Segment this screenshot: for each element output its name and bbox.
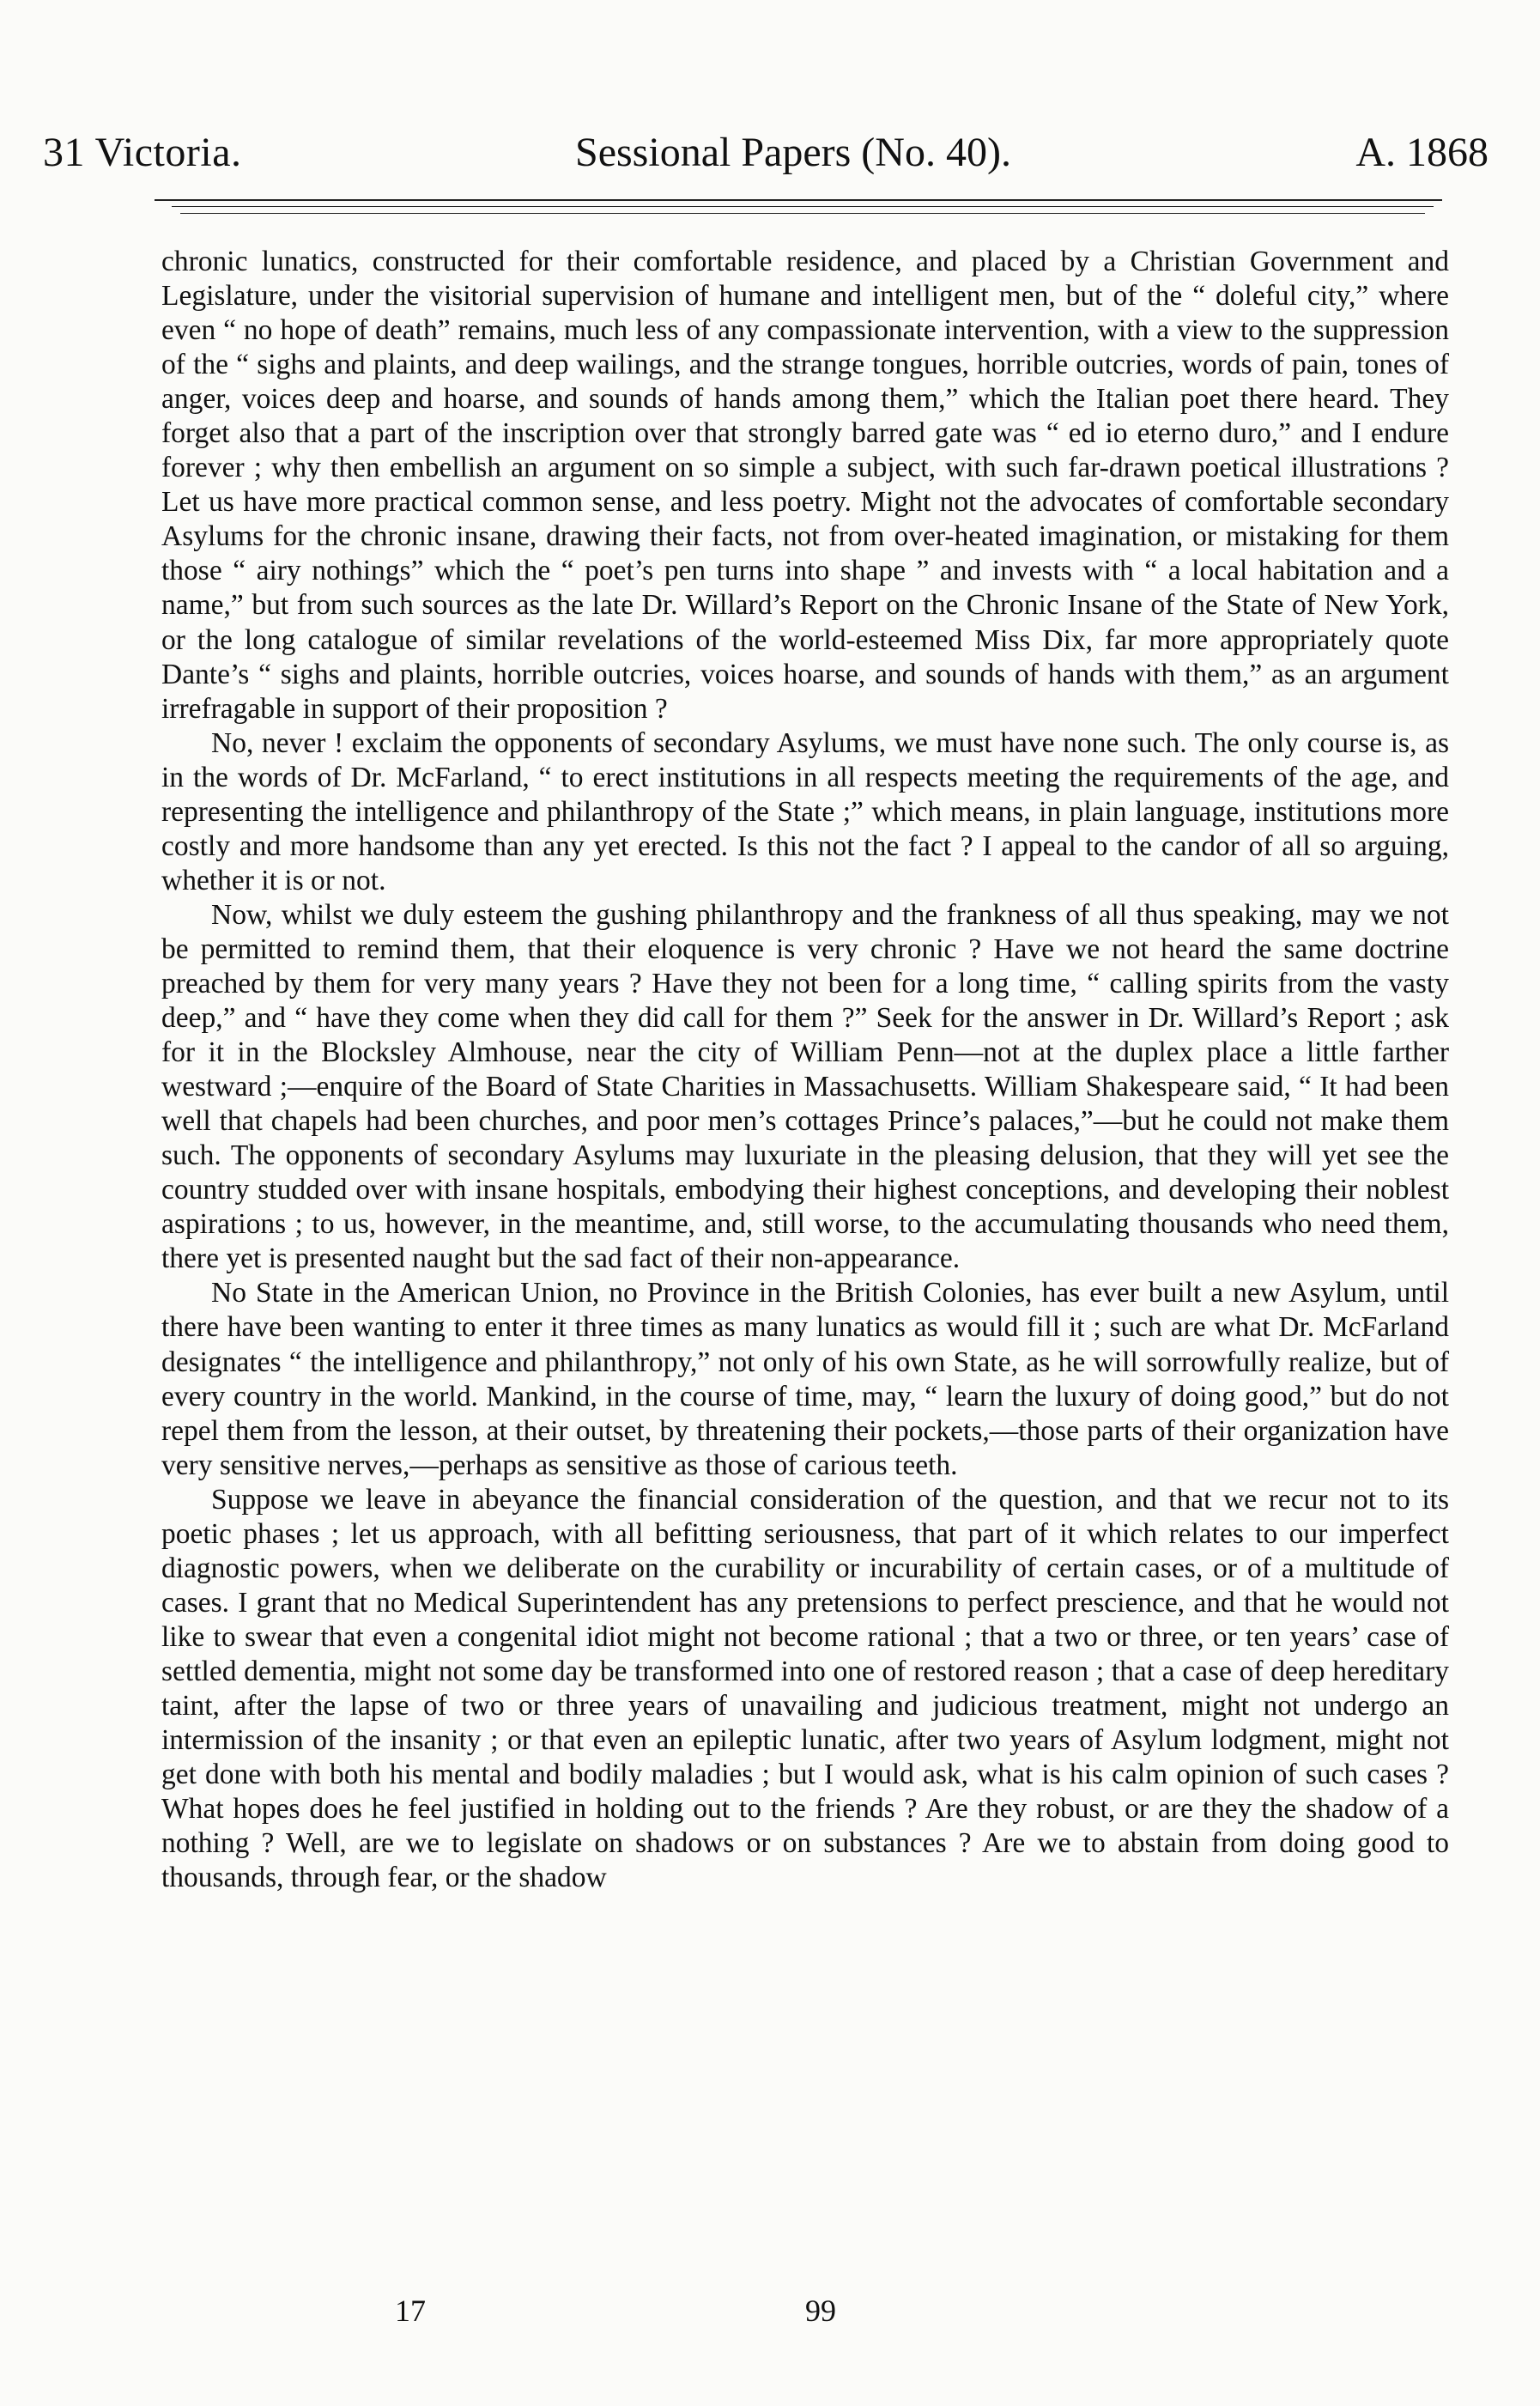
header-year: A. 1868 <box>1355 130 1488 175</box>
signature-mark: 17 <box>395 2294 426 2328</box>
paragraph: No, never ! exclaim the opponents of secondary Asylums, we must have none such. The only course is, as in the words of Dr. McFarland, “ to erect institutions in all respects meeting the requirements of the age, and representing the intelligence and philanthropy of the State ;” which means, in plain language, institutions more costly and more handsome than any yet erected. Is this not the fact ? I appeal to the candor of all so arguing, whether it is or not. <box>161 726 1449 896</box>
header-rule <box>172 206 1434 207</box>
page-number: 99 <box>805 2294 836 2328</box>
paragraph: Suppose we leave in abeyance the financial consideration of the question, and that we recur not to its poetic phases ; let us approach, with all befitting seriousness, that part of it which relates to our imperfect diagnostic powers, when we deliberate on the curability or incurability of certain cases, or of a multitude of cases. I grant that no Medical Superintendent has any pretensions to perfect prescience, and that he would not like to swear that even a congenital idiot might not become rational ; that a two or three, or ten years’ case of settled dementia, might not some day be transformed into one of restored reason ; that a case of deep hereditary taint, after the lapse of two or three years of unavailing and judicious treatment, might not undergo an intermission of the insanity ; or that even an epileptic lunatic, after two years of Asylum lodgment, might not get done with both his mental and bodily maladies ; but I would ask, what is his calm opinion of such cases ? What hopes does he feel justified in holding out to the friends ? Are they robust, or are they the shadow of a nothing ? Well, are we to legislate on shadows or on substances ? Are we to abstain from doing good to thousands, through fear, or the shadow <box>161 1483 1449 1894</box>
paragraph: No State in the American Union, no Province in the British Colonies, has ever built a new Asylum, until there have been wanting to enter it three times as many lunatics as would fill it ; such are what Dr. McFarland designates “ the intelligence and philanthropy,” not only of his own State, as he will sorrowfully realize, but of every country in the world. Mankind, in the course of time, may, “ learn the luxury of doing good,” but do not repel them from the lesson, at their outset, by threatening their pockets,—those parts of their organization have very sensitive nerves,—perhaps as sensitive as those of carious teeth. <box>161 1277 1449 1481</box>
paragraph: chronic lunatics, constructed for their comfortable residence, and placed by a Christian Government and Legislature, under the visitorial supervision of humane and intelligent men, but of the “ doleful city,” where even “ no hope of death” remains, much less of any compassionate intervention, with a view to the suppression of the “ sighs and plaints, and deep wailings, and the strange tongues, horrible outcries, words of pain, tones of anger, voices deep and hoarse, and sounds of hands among them,” which the Italian poet there heard. They forget also that a part of the inscription over that strongly barred gate was “ ed io eterno duro,” and I endure forever ; why then embellish an argument on so simple a subject, with such far-drawn poetical illustrations ? Let us have more practical common sense, and less poetry. Might not the advocates of comfortable secondary Asylums for the chronic insane, drawing their facts, not from over-heated imagination, or mistaking for them those “ airy nothings” which the “ poet’s pen turns into shape ” and invests with “ a local habitation and a name,” but from such sources as the late Dr. Willard’s Report on the Chronic Insane of the State of New York, or the long catalogue of similar revelations of the world-esteemed Miss Dix, far more appropriately quote Dante’s “ sighs and plaints, horrible outcries, voices hoarse, and sounds of hands with them,” as an argument irrefragable in support of their proposition ? <box>161 246 1449 725</box>
header-rule <box>180 213 1425 214</box>
header-title: Sessional Papers (No. 40). <box>575 130 1011 175</box>
header-volume: 31 Victoria. <box>43 130 242 175</box>
paragraph: Now, whilst we duly esteem the gushing philanthropy and the frankness of all thus speaking, may we not be permitted to remind them, that their eloquence is very chronic ? Have we not heard the same doctrine preached by them for very many years ? Have they not been for a long time, “ calling spirits from the vasty deep,” and “ have they come when they did call for them ?” Seek for the answer in Dr. Willard’s Report ; ask for it in the Blocksley Almhouse, near the city of William Penn—not at the duplex place a little farther westward ;—enquire of the Board of State Charities in Massachusetts. William Shakespeare said, “ It had been well that chapels had been churches, and poor men’s cottages Prince’s palaces,”—but he could not make them such. The opponents of secondary Asylums may luxuriate in the pleasing delusion, that they will yet see the country studded over with insane hospitals, embodying their highest conceptions, and developing their noblest aspirations ; to us, however, in the meantime, and, still worse, to the accumulating thousands who need them, there yet is presented naught but the sad fact of their non-appearance. <box>161 898 1449 1275</box>
header-rule <box>155 199 1442 201</box>
running-header <box>43 129 1488 180</box>
body-text <box>161 245 1449 1895</box>
